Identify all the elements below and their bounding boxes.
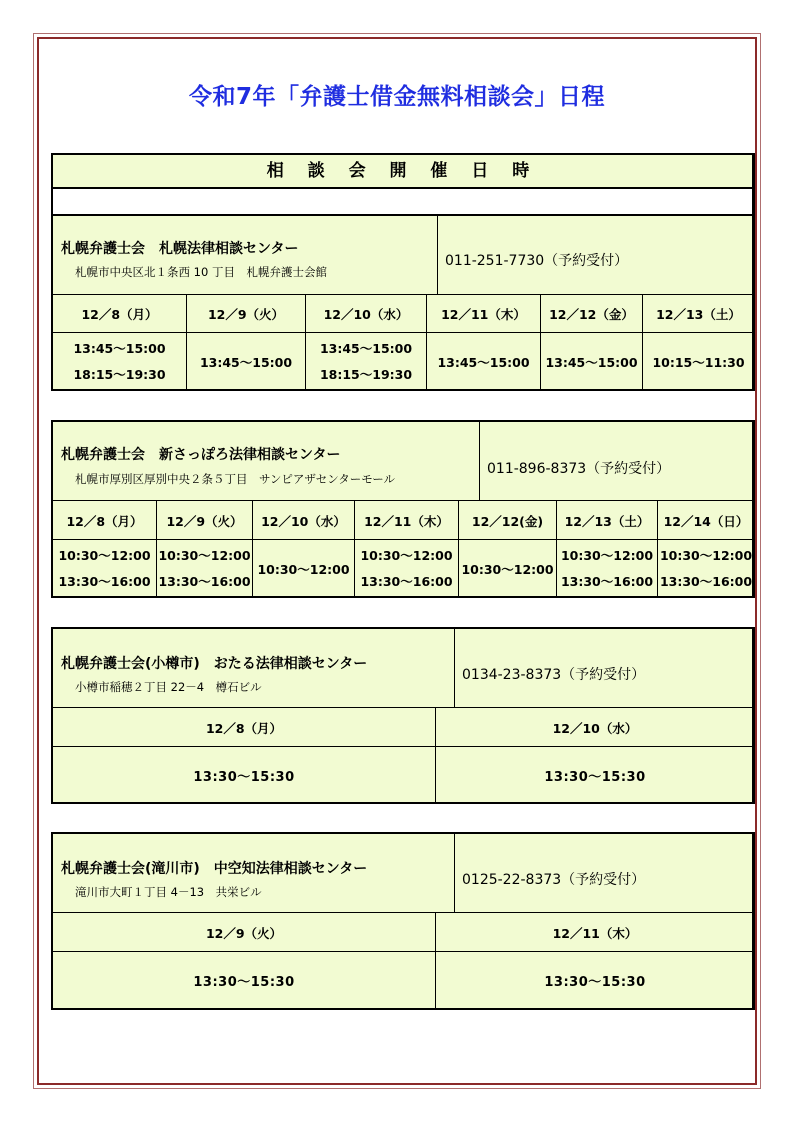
time-cell: 10:30～12:00 13:30～16:00 xyxy=(657,540,754,597)
date-cell: 12／10（水） xyxy=(305,295,426,333)
date-cell: 12／8（月） xyxy=(205,720,283,736)
center-name: 札幌弁護士会 札幌法律相談センター xyxy=(61,241,299,257)
center-address: 札幌市厚別区厚別中央２条５丁目 サンピアザセンターモール xyxy=(75,472,396,486)
time-cell: 10:30～12:00 13:30～16:00 xyxy=(58,547,151,589)
time-row xyxy=(53,951,752,1009)
page-title: 令和7年「弁護士借金無料相談会」日程 xyxy=(188,84,605,110)
center-name: 札幌弁護士会(滝川市) 中空知法律相談センター xyxy=(61,861,368,877)
time-cell: 13:30～15:30 xyxy=(435,952,754,1009)
center-phone: 0125-22-8373（予約受付） xyxy=(462,872,646,888)
date-cell: 12／9（火） xyxy=(156,501,252,540)
section-header-gap xyxy=(51,189,755,214)
center-block-nakasorachi xyxy=(51,832,755,1010)
info-separator xyxy=(454,834,455,912)
date-cell: 12／14（日） xyxy=(657,501,754,540)
time-cell: 13:30～15:30 xyxy=(435,747,754,803)
date-cell: 12／12(金) xyxy=(458,501,556,540)
info-separator xyxy=(479,422,480,500)
center-address: 滝川市大町１丁目 4－13 共栄ビル xyxy=(75,885,262,899)
center-phone: 011-896-8373（予約受付） xyxy=(487,461,671,477)
center-phone: 0134-23-8373（予約受付） xyxy=(462,667,646,683)
time-cell: 13:45～15:00 18:15～19:30 xyxy=(305,333,426,390)
time-cell: 13:45～15:00 xyxy=(186,333,305,390)
time-cell: 10:15～11:30 xyxy=(642,333,754,390)
time-cell: 13:30～15:30 xyxy=(193,975,295,990)
time-cell: 10:30～12:00 13:30～16:00 xyxy=(156,540,252,597)
time-cell: 10:30～12:00 xyxy=(458,540,556,597)
date-cell: 12／12（金） xyxy=(540,295,642,333)
center-address: 札幌市中央区北１条西 10 丁目 札幌弁護士会館 xyxy=(75,265,327,279)
date-cell: 12／11（木） xyxy=(354,501,458,540)
date-row xyxy=(53,912,752,952)
time-cell: 13:45～15:00 xyxy=(426,333,540,390)
center-name: 札幌弁護士会 新さっぽろ法律相談センター xyxy=(61,447,341,463)
time-cell: 13:45～15:00 xyxy=(540,333,642,390)
time-cell: 10:30～12:00 13:30～16:00 xyxy=(556,540,657,597)
time-cell: 13:45～15:00 18:15～19:30 xyxy=(73,340,166,382)
time-cell: 10:30～12:00 13:30～16:00 xyxy=(354,540,458,597)
info-separator xyxy=(454,629,455,707)
date-cell: 12／8（月） xyxy=(66,513,143,529)
date-cell: 12／9（火） xyxy=(205,925,283,941)
center-block-shin-sapporo xyxy=(51,420,755,598)
date-cell: 12／11（木） xyxy=(435,913,754,952)
section-header: 相 談 会 開 催 日 時 xyxy=(51,153,755,189)
center-block-otaru xyxy=(51,627,755,804)
date-cell: 12／8（月） xyxy=(81,307,158,322)
time-cell: 10:30～12:00 xyxy=(252,540,354,597)
time-row xyxy=(53,746,752,803)
date-cell: 12／13（土） xyxy=(642,295,754,333)
date-cell: 12／10（水） xyxy=(435,708,754,747)
info-separator xyxy=(437,216,438,294)
time-cell: 13:30～15:30 xyxy=(193,769,295,785)
date-cell: 12／11（木） xyxy=(426,295,540,333)
date-cell: 12／10（水） xyxy=(252,501,354,540)
time-row xyxy=(53,539,752,597)
date-cell: 12／13（土） xyxy=(556,501,657,540)
time-row xyxy=(53,332,752,390)
center-name: 札幌弁護士会(小樽市) おたる法律相談センター xyxy=(61,656,368,672)
date-row xyxy=(53,294,752,333)
center-phone: 011-251-7730（予約受付） xyxy=(445,253,629,269)
date-row xyxy=(53,707,752,747)
center-block-sapporo xyxy=(51,214,755,391)
center-address: 小樽市稲穂２丁目 22－4 樽石ビル xyxy=(75,680,262,694)
date-cell: 12／9（火） xyxy=(186,295,305,333)
date-row xyxy=(53,500,752,540)
